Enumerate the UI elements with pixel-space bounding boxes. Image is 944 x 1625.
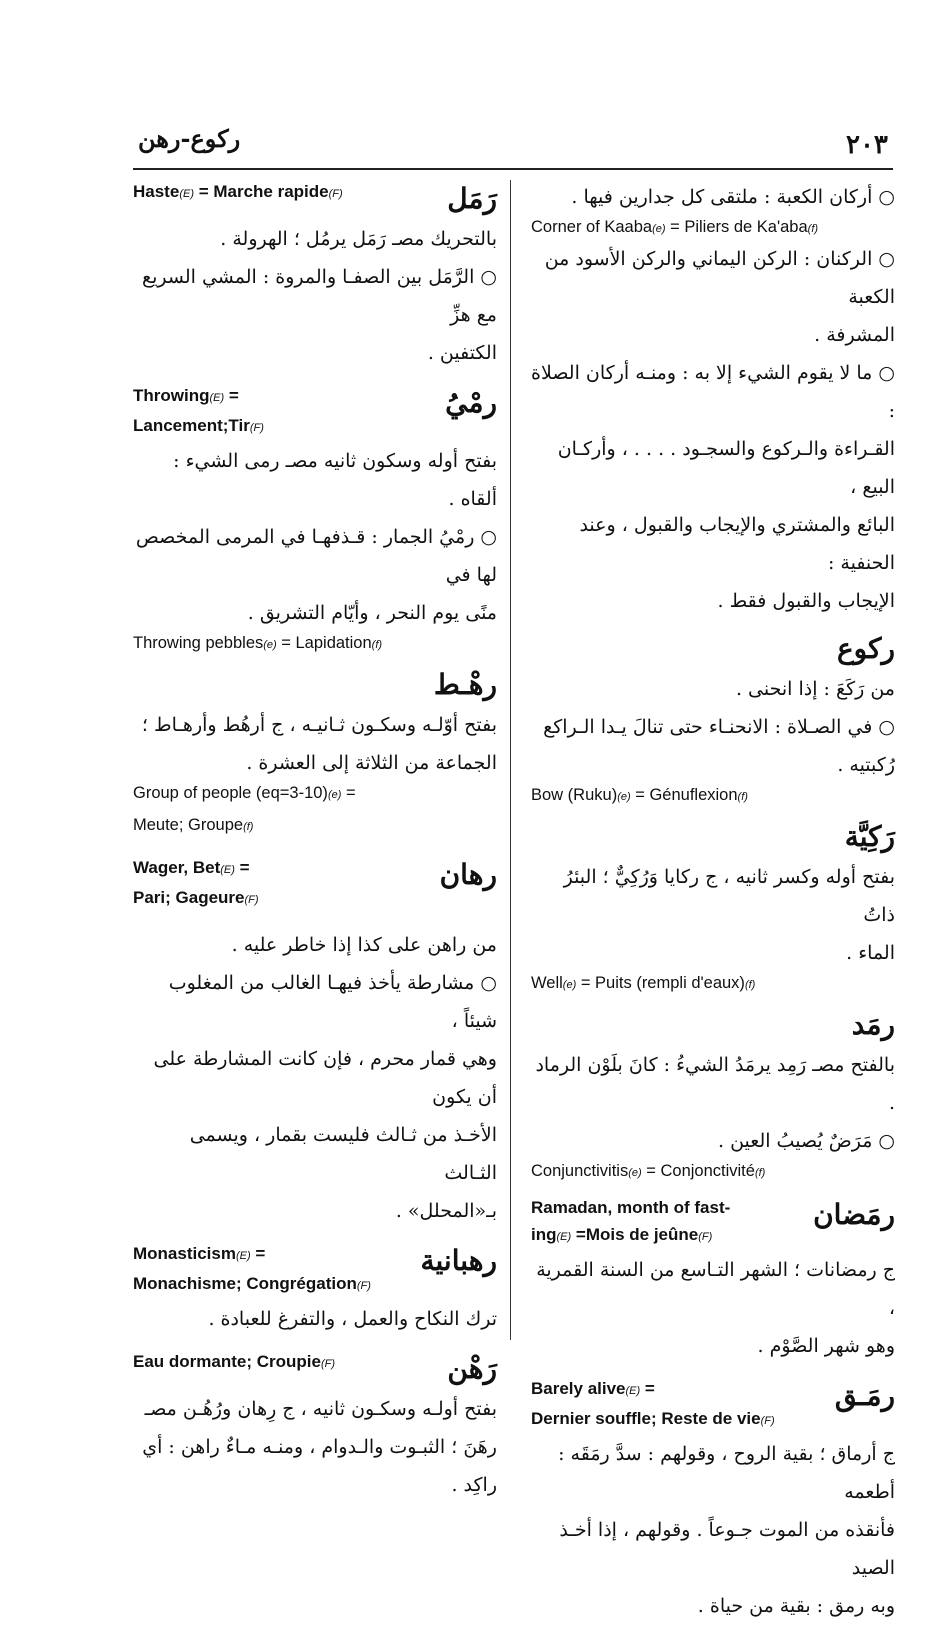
translation	[133, 178, 343, 208]
ar-line: فأنقذه من الموت جـوعاً . وقولهم ، إذا أخـذ الصيد	[559, 1519, 895, 1579]
entry-ramadan	[531, 1194, 895, 1365]
ar-text: أركان الكعبة : ملتقى كل جدارين فيها .	[571, 186, 873, 208]
en-term: Bow (Ruku)	[531, 786, 618, 804]
column-divider	[510, 180, 511, 1340]
page-number: ٢٠٣	[846, 130, 888, 160]
en-marker: (e)	[327, 789, 342, 801]
ar-text: الرَّمَل بين الصفـا والمروة : المشي السريع مع هزِّ	[142, 266, 497, 326]
ar-line: وبه رمق : بقية من حياة .	[697, 1595, 895, 1617]
fr-marker: (F)	[698, 1231, 713, 1243]
translation	[531, 216, 895, 240]
headword: رَهْن	[447, 1352, 497, 1385]
circle-bullet-icon: ○	[872, 362, 895, 384]
en-line-1	[133, 382, 264, 412]
ar-line	[531, 708, 895, 746]
fr-marker: (F)	[244, 894, 259, 906]
en-marker: (E)	[556, 1231, 572, 1243]
fr-marker: (f)	[754, 1167, 766, 1179]
fr-term: Lancement;Tir	[133, 416, 250, 435]
eq-sign: =	[224, 386, 239, 405]
fr-marker: (F)	[249, 422, 264, 434]
ar-line: بالتحريك مصـ رَمَل يرمُل ؛ الهرولة .	[220, 228, 497, 250]
translation	[531, 972, 895, 996]
entry-head	[133, 178, 497, 220]
circle-bullet-icon: ○	[474, 972, 497, 994]
fr-marker: (f)	[744, 979, 756, 991]
headword: رمْيُ	[445, 386, 497, 419]
translation	[531, 1160, 895, 1184]
fr-term: = Génuflexion	[630, 786, 738, 804]
ar-line: بـ«المحلل» .	[395, 1200, 497, 1222]
entry-rahn	[133, 1348, 497, 1504]
right-column	[531, 178, 895, 1625]
fr-line	[133, 1270, 371, 1300]
ar-line: البائع والمشتري والإيجاب والقبول ، وعند الحنفية :	[579, 514, 895, 574]
entry-ramy	[133, 382, 497, 656]
en-term: Barely alive	[531, 1379, 626, 1398]
fr-term: = Lapidation	[276, 634, 372, 652]
en-marker: (e)	[562, 979, 577, 991]
ar-line	[531, 354, 895, 430]
ar-line: وهو شهر الصَّوْم .	[757, 1335, 895, 1357]
headword: رمَضان	[813, 1198, 895, 1231]
ar-text: رمْيُ الجمار : قـذفهـا في المرمى المخصص لها في	[135, 526, 497, 586]
ar-line: الجماعة من الثلاثة إلى العشرة .	[246, 752, 497, 774]
ar-line: منًى يوم النحر ، وأيّام التشريق .	[247, 602, 497, 624]
ar-text: في الصـلاة : الانحنـاء حتى تنالَ يـدا الـراكع	[543, 716, 873, 738]
en-marker: (e)	[263, 639, 277, 651]
headword: رهان	[439, 858, 497, 891]
ar-line: بفتح أولـه وسكـون ثانيه ، ج رِهان ورُهُـن مصـ	[144, 1398, 497, 1420]
entry-ramaq	[531, 1375, 895, 1625]
en-term: Group of people (eq=3-10)	[133, 784, 328, 802]
entry-raht	[133, 664, 497, 838]
en-line-1	[531, 1375, 775, 1405]
fr-term: Eau dormante; Croupie	[133, 1352, 321, 1371]
translation	[133, 782, 497, 806]
en-term: Wager, Bet	[133, 858, 221, 877]
fr-term: Pari; Gageure	[133, 888, 245, 907]
fr-marker: (F)	[320, 1358, 336, 1370]
ar-line: بفتح أوله وكسر ثانيه ، ج ركايا وَرُكِيٌّ ؛ البئرُ ذاتُ	[563, 866, 895, 926]
ar-line: بالفتح مصـ رَمِد يرمَدُ الشيءُ : كانَ بلَوْن الرماد .	[535, 1054, 895, 1114]
entry-rukoo	[531, 628, 895, 808]
ar-line	[531, 178, 895, 216]
en-term: Throwing pebbles	[133, 634, 264, 652]
ar-line: بفتح أوله وسكون ثانيه مصـ رمى الشيء : ألقاه .	[173, 450, 497, 510]
ar-line: الإيجاب والقبول فقط .	[717, 590, 895, 612]
ar-line: المشرفة .	[814, 324, 895, 346]
headword: رمَد	[851, 1008, 895, 1041]
circle-bullet-icon: ○	[872, 1130, 895, 1152]
fr-marker: (f)	[737, 791, 748, 803]
fr-marker: (f)	[807, 223, 819, 235]
en-term: Ramadan, month of fast-	[531, 1198, 731, 1217]
headword: رهبانية	[420, 1244, 497, 1277]
fr-marker: (f)	[243, 821, 254, 833]
eq-sign: =	[250, 1244, 266, 1263]
circle-bullet-icon: ○	[474, 266, 497, 288]
headword: رَكِيَّة	[844, 820, 895, 853]
circle-bullet-icon: ○	[872, 186, 895, 208]
fr-term: Monachisme; Congrégation	[133, 1274, 357, 1293]
entry-head	[133, 382, 497, 442]
ar-text: ما لا يقوم الشيء إلا به : ومنـه أركان الصلاة :	[531, 362, 895, 422]
en-marker: (e)	[617, 791, 631, 803]
ar-line: رهَنَ ؛ الثبـوت والـدوام ، ومنـه مـاءٌ راهن : أي	[142, 1436, 497, 1458]
entry-rihan	[133, 854, 497, 1230]
entry-rakiyya	[531, 816, 895, 996]
headword: رَمَل	[447, 182, 497, 215]
en-term: ing	[531, 1225, 557, 1244]
en-marker: (E)	[179, 188, 194, 200]
ar-line	[133, 518, 497, 594]
ar-line: ج رمضانات ؛ الشهر التـاسع من السنة القمرية ،	[536, 1259, 895, 1319]
ar-line: القـراءة والـركوع والسجـود . . . . ، وأركـان البيع ،	[557, 438, 895, 498]
ar-line: الكتفين .	[427, 342, 497, 364]
left-column	[133, 178, 497, 1504]
fr-marker: (f)	[371, 639, 383, 651]
fr-term: = Marche rapide	[193, 182, 329, 201]
ar-line: الأخـذ من ثـالث فليست بقمار ، ويسمى الثـالث	[189, 1124, 497, 1184]
fr-term: = Piliers de Ka'aba	[665, 218, 808, 236]
translation-fr	[133, 814, 497, 838]
headword: رهْـط	[433, 668, 497, 701]
ar-line	[133, 964, 497, 1040]
translation	[531, 784, 895, 808]
en-term: Well	[531, 974, 563, 992]
ar-text: الركنان : الركن اليماني والركن الأسود من الكعبة	[544, 248, 895, 308]
eq-sign: =	[640, 1379, 655, 1398]
ar-text: مشارطة يأخذ فيهـا الغالب من المغلوب شيئاً ،	[168, 972, 497, 1032]
eq-sign: =	[341, 784, 356, 802]
fr-marker: (F)	[356, 1280, 371, 1292]
ar-line: من راهن على كذا إذا خاطر عليه .	[231, 934, 497, 956]
circle-bullet-icon: ○	[872, 716, 895, 738]
en-marker: (E)	[220, 864, 235, 876]
fr-term: = Puits (rempli d'eaux)	[576, 974, 745, 992]
en-term: Monasticism	[133, 1244, 236, 1263]
fr-line	[531, 1405, 775, 1435]
en-marker: (e)	[652, 223, 666, 235]
entry-head	[531, 1375, 895, 1435]
en-line-1	[133, 1240, 371, 1270]
ar-line: من رَكَعَ : إذا انحنى .	[735, 678, 895, 700]
ar-line: راكِد .	[451, 1474, 497, 1496]
entry-head	[133, 1240, 497, 1300]
en-term: Throwing	[133, 386, 210, 405]
entry-rahbaniyya	[133, 1240, 497, 1338]
translation	[133, 632, 497, 656]
fr-line	[133, 884, 259, 914]
translation	[133, 854, 259, 914]
en-marker: (e)	[628, 1167, 642, 1179]
en-marker: (E)	[209, 392, 225, 404]
circle-bullet-icon: ○	[474, 526, 497, 548]
translation	[133, 1240, 371, 1300]
en-term: Haste	[133, 182, 180, 201]
ar-line: الماء .	[846, 942, 895, 964]
ar-line: وهي قمار محرم ، فإن كانت المشارطة على أن يكون	[153, 1048, 497, 1108]
entry-raml	[133, 178, 497, 372]
circle-bullet-icon: ○	[872, 248, 895, 270]
fr-term: =Mois de jeûne	[571, 1225, 699, 1244]
ar-line: رُكبتيه .	[837, 754, 895, 776]
entry-arkan	[531, 178, 895, 620]
fr-term: Meute; Groupe	[133, 816, 244, 834]
ar-line: بفتح أوّلـه وسكـون ثـانيـه ، ج أرهُط وأرهـاط ؛	[141, 714, 497, 736]
entry-ramad	[531, 1004, 895, 1184]
fr-marker: (F)	[760, 1415, 775, 1427]
translation	[133, 382, 264, 442]
translation	[531, 1375, 775, 1435]
en-term: Conjunctivitis	[531, 1162, 629, 1180]
headword: ركوع	[836, 632, 895, 665]
ar-line: ج أرماق ؛ بقية الروح ، وقولهم : سدَّ رمَقَه : أطعمه	[558, 1443, 895, 1503]
ar-line: ترك النكاح والعمل ، والتفرغ للعبادة .	[208, 1308, 497, 1330]
eq-sign: =	[234, 858, 250, 877]
translation	[133, 1348, 335, 1378]
fr-line	[133, 412, 264, 442]
entry-head	[531, 1194, 895, 1251]
translation	[531, 1194, 730, 1251]
ar-text: مَرَضٌ يُصيبُ العين .	[718, 1130, 873, 1152]
en-term: Corner of Kaaba	[531, 218, 653, 236]
headword: رمَـق	[834, 1379, 895, 1412]
en-line-1	[133, 854, 259, 884]
entry-head	[133, 1348, 497, 1390]
entry-head	[133, 854, 497, 914]
ar-line	[531, 240, 895, 316]
en-marker: (E)	[625, 1385, 641, 1397]
ar-line	[531, 1122, 895, 1160]
header-rule	[133, 168, 893, 170]
running-title: ركوع-رهن	[138, 124, 241, 153]
en-marker: (E)	[235, 1250, 251, 1262]
en-line-2	[531, 1221, 730, 1251]
fr-marker: (F)	[328, 188, 343, 200]
ar-line	[133, 258, 497, 334]
fr-term: = Conjonctivité	[641, 1162, 755, 1180]
fr-term: Dernier souffle; Reste de vie	[531, 1409, 761, 1428]
